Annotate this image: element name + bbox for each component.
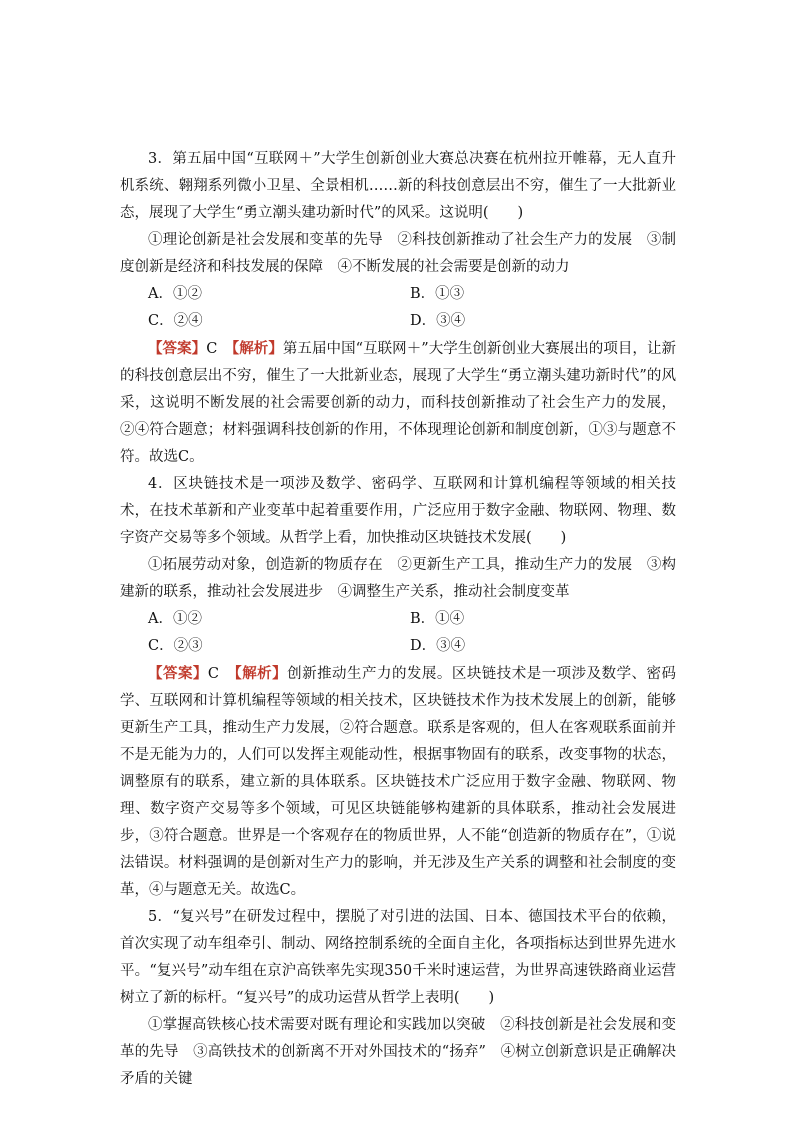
answer-label: 【答案】	[148, 340, 207, 357]
answer-label: 【答案】	[148, 665, 208, 682]
question-4-option-b: B．①④	[410, 611, 465, 627]
question-3-stem: 3．第五届中国“互联网＋”大学生创新创业大赛总决赛在杭州拉开帷幕，无人直升机系统、翱翔系列微小卫星、全景相机……新的科技创意层出不穷，催生了一大批新业态，展现了大学生“勇立潮头建功新时代”的风采。这说明( )	[120, 151, 676, 221]
question-4-stem: 4．区块链技术是一项涉及数学、密码学、互联网和计算机编程等领域的相关技术，在技术革新和产业变革中起着重要作用，广泛应用于数字金融、物联网、物理、数字资产交易等多个领域。从哲学上看，加快推动区块链技术发展( )	[120, 476, 676, 546]
analysis-label: 【解析】	[231, 340, 283, 357]
question-4-analysis: 创新推动生产力的发展。区块链技术是一项涉及数学、密码学、互联网和计算机编程等领域的相关技术，区块链技术作为技术发展上的创新，能够更新生产工具，推动生产力发展，②符合题意。联系是客观的，但人在客观联系面前并不是无能为力的，人们可以发挥主观能动性，根据事物固有的联系，改变事物的状态，调整原有的联系，建立新的具体联系。区块链技术广泛应用于数字金融、物联网、物理、数字资产交易等多个领域，可见区块链能够构建新的具体联系，推动社会发展进步，③符合题意。世界是一个客观存在的物质世界，人不能“创造新的物质存在”，①说法错误。材料强调的是创新对生产力的影响，并无涉及生产关系的调整和社会制度的变革，④与题意无关。故选C。	[120, 666, 677, 898]
document-content	[120, 146, 676, 1093]
question-4-option-a: A．①②	[148, 611, 202, 627]
question-3-statements: ①理论创新是社会发展和变革的先导 ②科技创新推动了社会生产力的发展 ③制度创新是经济和科技发展的保障 ④不断发展的社会需要是创新的动力	[120, 232, 676, 275]
question-5-statements: ①掌握高铁核心技术需要对既有理论和实践加以突破 ②科技创新是社会发展和变革的先导 ③高铁技术的创新离不开对外国技术的“扬弃” ④树立创新意识是正确解决矛盾的关键	[120, 1017, 676, 1087]
question-4-option-d: D．③④	[410, 638, 466, 654]
question-3-option-b: B．①③	[410, 286, 465, 302]
question-4-options	[120, 606, 676, 660]
question-3-answer-block	[120, 335, 676, 471]
question-5-stem: 5．“复兴号”在研发过程中，摆脱了对引进的法国、日本、德国技术平台的依赖，首次实现了动车组牵引、制动、网络控制系统的全面自主化，各项指标达到世界先进水平。“复兴号”动车组在京沪高铁率先实现350千米时速运营，为世界高速铁路商业运营树立了新的标杆。“复兴号”的成功运营从哲学上表明( )	[120, 909, 676, 1006]
question-3-answer: C	[206, 341, 218, 357]
question-4-answer-block	[120, 660, 676, 904]
question-3-option-c: C．②④	[148, 313, 203, 329]
question-4-answer: C	[207, 666, 220, 682]
question-3-option-d: D．③④	[410, 313, 466, 329]
question-3-option-a: A．①②	[148, 286, 202, 302]
analysis-label: 【解析】	[234, 665, 288, 682]
question-4-option-c: C．②③	[148, 638, 203, 654]
question-3-analysis: 第五届中国“互联网＋”大学生创新创业大赛展出的项目，让新的科技创意层出不穷，催生了一大批新业态，展现了大学生“勇立潮头建功新时代”的风采，这说明不断发展的社会需要创新的动力，而科技创新推动了社会生产力的发展，②④符合题意；材料强调科技创新的作用，不体现理论创新和制度创新，①③与题意不符。故选C。	[120, 341, 677, 465]
question-3-options	[120, 281, 676, 335]
question-4-statements: ①拓展劳动对象，创造新的物质存在 ②更新生产工具，推动生产力的发展 ③构建新的联系，推动社会发展进步 ④调整生产关系，推动社会制度变革	[120, 557, 676, 600]
